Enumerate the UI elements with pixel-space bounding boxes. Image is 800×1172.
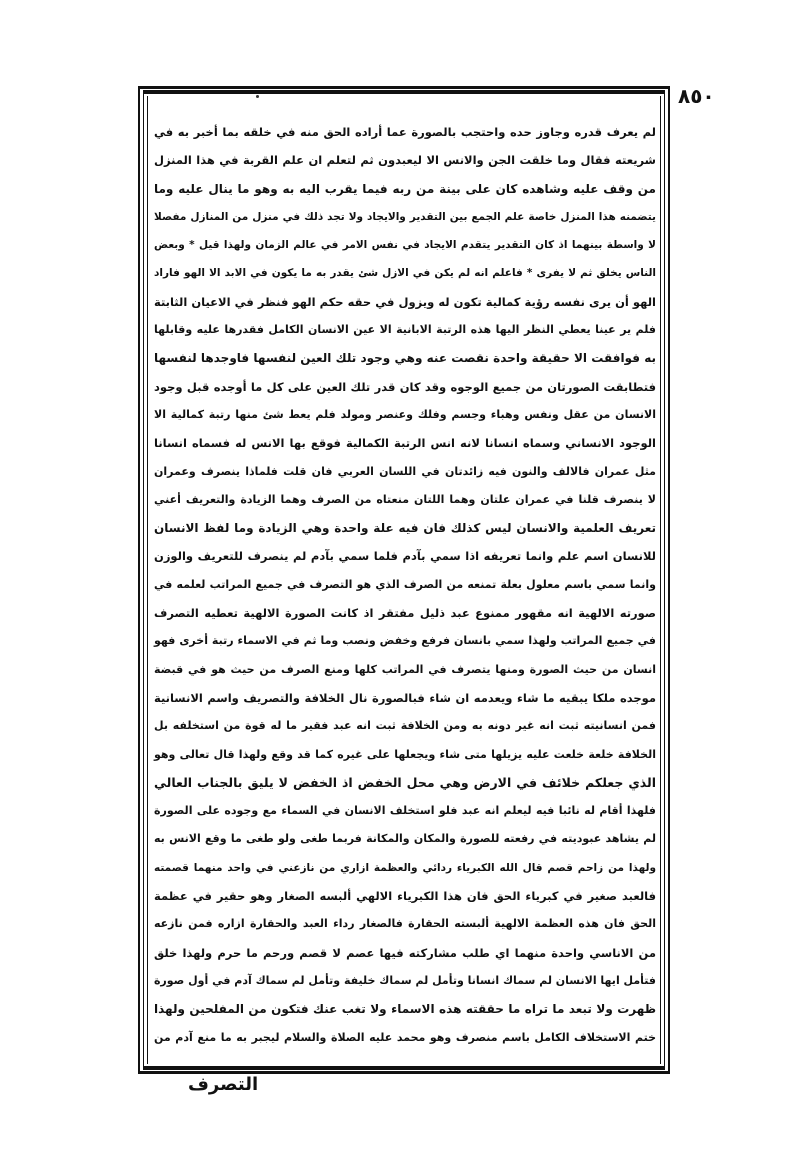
text-line: فلهذا أقام له نائبا فيه ليعلم انه عبد فلو استخلف الانسان في السماء مع وجوده على الصورة (154, 804, 656, 818)
text-line: ظهرت ولا تبعد ما تراه ما حققته هذه الاسماء ولا تغب عنك فتكون من المفلحين ولهذا (154, 1002, 656, 1017)
text-line: الهو أن يرى نفسه رؤية كمالية تكون له ويزول في حقه حكم الهو فنظر في الاعيان الثابتة (154, 294, 656, 309)
text-line: فتأمل ايها الانسان لم سماك انسانا وتأمل لم سماك خليفة وتأمل لم سماك آدم في أول صورة (153, 973, 656, 987)
text-line: من الاناسي واحدة منهما اي طلب مشاركته فيها عصم لا قصم ورحم ما حرم ولهذا خلق (154, 945, 656, 960)
text-line: فتطابقت الصورتان من جميع الوجوه وقد كان قدر تلك العين على كل ما أوجده قبل وجود (154, 379, 656, 394)
text-line: في جميع المراتب ولهذا سمي بانسان فرفع وخفض ونصب وما ثم في الاسماء رتبة أخرى فهو (154, 634, 656, 648)
text-line: الوجود الانساني وسماه انسانا لانه انس الرتبة الكمالية فوقع بها الانس له فسماه انسانا (154, 436, 656, 451)
text-line: يتضمنه هذا المنزل خاصة علم الجمع بين التقدير والايجاد ولا تجد ذلك في منزل من المنازل مفصلا (154, 210, 656, 223)
catchword: التصرف (188, 1074, 259, 1095)
text-line: انسان من حيث الصورة ومنها يتصرف في المراتب كلها ومنع الصرف من حيث هو في قبضة (154, 662, 656, 676)
text-line: الانسان من عقل ونفس وهباء وجسم وفلك وعنصر ومولد فلم يعط شئ منها رتبة كمالية الا (154, 407, 656, 421)
text-line: تعريف العلمية والانسان ليس كذلك فان فيه علة واحدة وهي الزيادة وما لفظ الانسان (154, 521, 656, 536)
text-line: موجده ملكا يبقيه ما شاء ويعدمه ان شاء فبالصورة نال الخلافة والتصريف واسم الانسانية (154, 690, 656, 705)
text-line: لا واسطة بينهما اذ كان التقدير يتقدم الايجاد في نفس الامر في عالم الزمان ولهذا قيل * وبعض (154, 239, 656, 252)
text-line: لم يشاهد عبوديته في رفعته للصورة والمكان والمكانة فربما طغى ولو طغى ما وقع الانس به (154, 832, 656, 846)
text-frame (143, 90, 665, 1070)
text-line: به فوافقت الا حقيقة واحدة نقصت عنه وهي وجود تلك العين لنفسها فاوجدها لنفسها (154, 351, 656, 366)
text-line: وانما سمي باسم معلول بعلة تمنعه من الصرف الذي هو التصرف في جميع المراتب لعلمه في (154, 577, 656, 591)
text-line: لا ينصرف قلنا في عمران علتان وهما اللتان منعتاه من الصرف وهما الزيادة والتعريف أعني (154, 492, 656, 506)
text-line: الحق فان هذه العظمة الالهية ألبسته الحقارة فالصغار رداء العبد والحقارة ازاره فمن نازعه (154, 917, 656, 931)
text-line: لم يعرف قدره وجاوز حده واحتجب بالصورة عما أراده الحق منه في خلقه بما أخبر به في (154, 125, 656, 139)
text-line: ولهذا من زاحم قصم قال الله الكبرياء ردائي والعظمة ازاري من نازعني في واحد منهما قصمته (154, 861, 656, 874)
text-line: الخلافة خلعة خلعت عليه يزيلها متى شاء ويجعلها على غيره كما قد وقع ولهذا قال تعالى وهو (154, 747, 656, 761)
text-line: للانسان اسم علم وانما تعريفه اذا سمي بآدم فلما سمي بآدم لم ينصرف للتعريف والوزن (154, 549, 656, 564)
text-line: ختم الاستخلاف الكامل باسم منصرف وهو محمد عليه الصلاة والسلام ليجبر به ما منع آدم من (154, 1030, 656, 1044)
text-line: فمن انسانيته ثبت انه غير دونه به ومن الخلافة ثبت انه عبد فقير ما له قوة من استخلفه بل (154, 719, 656, 733)
text-line: من وقف عليه وشاهده كان على بينة من ربه فيما يقرب اليه به وهو ما ينال عليه وما (154, 181, 656, 196)
text-line: شريعته فقال وما خلقت الجن والانس الا ليعبدون ثم لتعلم ان علم القربة في هذا المنزل (154, 153, 656, 168)
text-line: فالعبد صغير في كبرياء الحق فان هذا الكبرياء الالهي ألبسه الصغار وهو حقير في عظمة (154, 889, 656, 904)
page-number: ٨٥٠ (678, 84, 715, 108)
text-line: صورته الالهية انه مقهور ممنوع عبد ذليل مفتقر اذ كانت الصورة الالهية تعطيه التصرف (154, 606, 656, 621)
body-text (154, 118, 656, 1052)
text-line: فلم ير عينا يعطي النظر اليها هذه الرتبة الابانية الا عين الانسان الكامل فقدرها عليه وقابلها (154, 323, 656, 337)
text-line: الذي جعلكم خلائف في الارض وهي محل الخفض اذ الخفض لا يليق بالجناب العالي (154, 774, 656, 790)
text-line: مثل عمران فالالف والنون فيه زائدتان في اللسان العربي فان قلت فلماذا ينصرف وعمران (154, 464, 656, 478)
text-line: الناس يخلق ثم لا يفرى * فاعلم انه لم يكن في الازل شئ يقدر به ما يكون في الابد الا الهو فاراد (154, 267, 656, 280)
